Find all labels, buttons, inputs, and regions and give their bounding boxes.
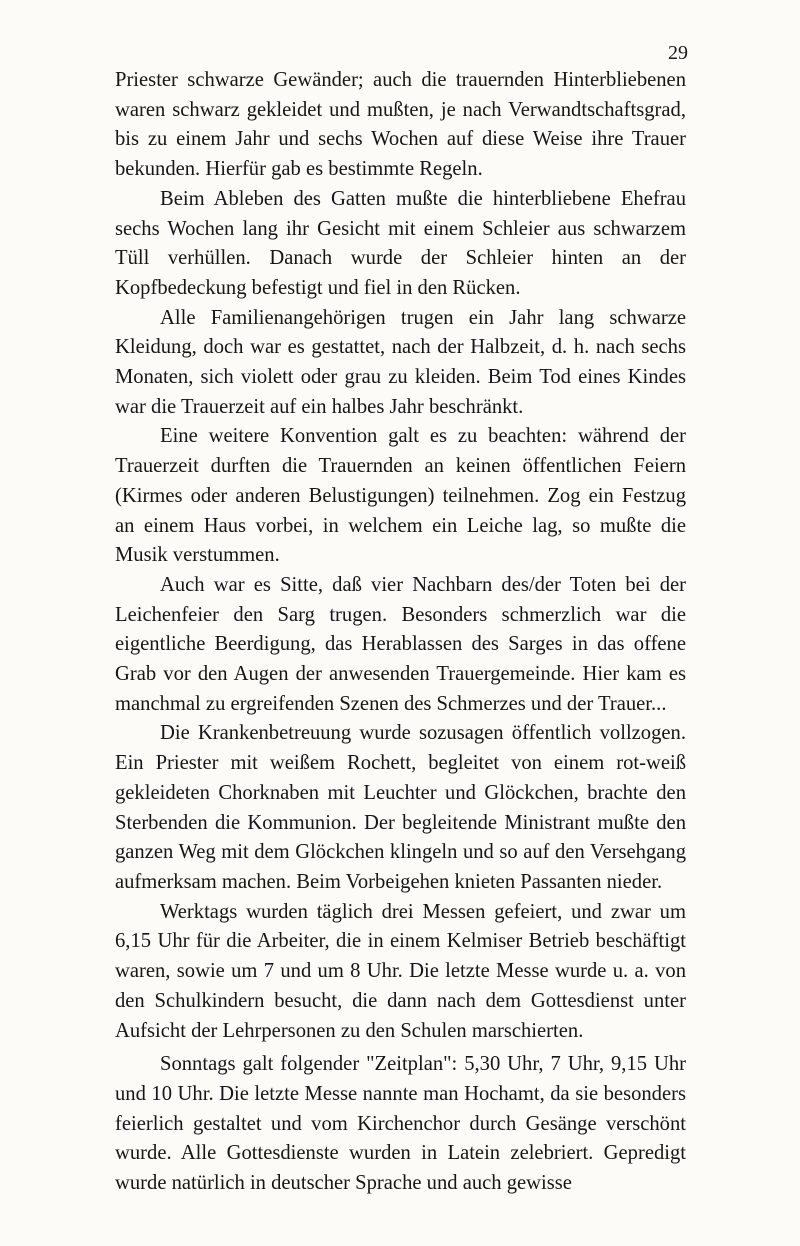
paragraph: Die Krankenbetreuung wurde sozusagen öffentlich vollzogen. Ein Priester mit weißem Rochett, begleitet von einem rot-weiß gekleideten Chorknaben mit Leuchter und Glöckchen, brachte den Sterbenden die Kommunion. Der begleitende Ministrant mußte den ganzen Weg mit dem Glöckchen klingeln und so auf den Versehgang aufmerksam machen. Beim Vorbeigehen knieten Passanten nieder.: [115, 722, 686, 893]
paragraph: Beim Ableben des Gatten mußte die hinterbliebene Ehefrau sechs Wochen lang ihr Gesicht mit einem Schleier aus schwarzem Tüll verhüllen. Danach wurde der Schleier hinten an der Kopfbedeckung befestigt und fiel in den Rücken.: [115, 187, 686, 299]
paragraph: Alle Familienangehörigen trugen ein Jahr lang schwarze Kleidung, doch war es gestattet, nach der Halbzeit, d. h. nach sechs Monaten, sich violett oder grau zu kleiden. Beim Tod eines Kindes war die Trauerzeit auf ein halbes Jahr beschränkt.: [115, 306, 686, 418]
paragraph: Auch war es Sitte, daß vier Nachbarn des/der Toten bei der Leichenfeier den Sarg trugen. Besonders schmerzlich war die eigentliche Beerdigung, das Herablassen des Sarges in das offene Grab vor den Augen der anwesenden Trauergemeinde. Hier kam es manchmal zu ergreifenden Szenen des Schmerzes und der Trauer...: [115, 573, 686, 715]
page-number: 29: [668, 42, 688, 64]
paragraph: Priester schwarze Gewänder; auch die trauernden Hinterbliebenen waren schwarz gekleidet und mußten, je nach Verwandtschaftsgrad, bis zu einem Jahr und sechs Wochen auf diese Weise ihre Trauer bekunden. Hierfür gab es bestimmte Regeln.: [115, 69, 686, 181]
paragraph: Eine weitere Konvention galt es zu beachten: während der Trauerzeit durften die Trauernden an keinen öffentlichen Feiern (Kirmes oder anderen Belustigungen) teilnehmen. Zog ein Festzug an einem Haus vorbei, in welchem ein Leiche lag, so mußte die Musik verstummen.: [115, 425, 686, 567]
paragraph: Sonntags galt folgender "Zeitplan": 5,30 Uhr, 7 Uhr, 9,15 Uhr und 10 Uhr. Die letzte Messe nannte man Hochamt, da sie besonders feierlich gestaltet und vom Kirchenchor durch Gesänge verschönt wurde. Alle Gottesdienste wurden in Latein zelebriert. Gepredigt wurde natürlich in deutscher Sprache und auch gewisse: [115, 1053, 686, 1195]
body-text: [115, 66, 686, 1199]
paragraph: Werktags wurden täglich drei Messen gefeiert, und zwar um 6,15 Uhr für die Arbeiter, die in einem Kelmiser Betrieb beschäftigt waren, sowie um 7 und um 8 Uhr. Die letzte Messe wurde u. a. von den Schulkindern besucht, die dann nach dem Gottesdienst unter Aufsicht der Lehrpersonen zu den Schulen marschierten.: [115, 900, 686, 1042]
